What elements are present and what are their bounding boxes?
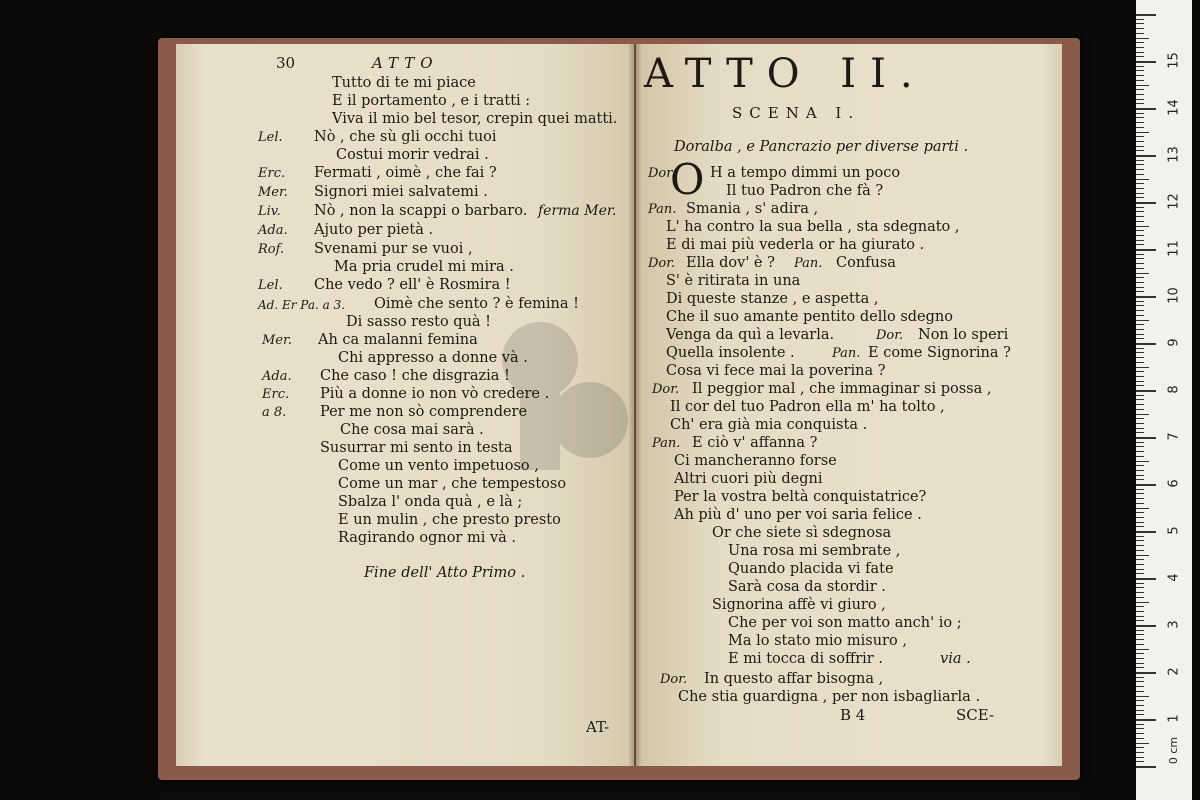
verse-line: Come un vento impetuoso , bbox=[338, 458, 539, 474]
left-page bbox=[176, 44, 634, 766]
verse-line: Or che siete sì sdegnosa bbox=[712, 525, 892, 541]
ruler-number: 14 bbox=[1166, 99, 1182, 116]
verse-line: Che il suo amante pentito dello sdegno bbox=[666, 309, 953, 325]
ruler-number: 5 bbox=[1166, 526, 1182, 535]
ruler-tick bbox=[1136, 728, 1144, 729]
ruler-tick bbox=[1136, 305, 1144, 306]
ruler-tick bbox=[1136, 99, 1144, 100]
ruler-number: 4 bbox=[1166, 573, 1182, 582]
signature-mark: B 4 bbox=[840, 706, 866, 724]
ruler-tick bbox=[1136, 240, 1144, 241]
verse-line: Chi appresso a donne và . bbox=[338, 350, 528, 366]
speaker-label: Lel. bbox=[258, 278, 283, 293]
ruler-tick bbox=[1136, 606, 1144, 607]
ruler-tick bbox=[1136, 362, 1144, 363]
verse-line: E un mulin , che presto presto bbox=[338, 512, 561, 528]
ruler-tick bbox=[1136, 258, 1144, 259]
ruler-tick bbox=[1136, 743, 1149, 744]
ruler-tick bbox=[1136, 691, 1144, 692]
ruler-tick bbox=[1136, 470, 1144, 471]
ruler-tick bbox=[1136, 479, 1144, 480]
verse-line: Per me non sò comprendere bbox=[320, 404, 528, 420]
verse-line: Sbalza l' onda quà , e là ; bbox=[338, 494, 523, 510]
ruler-tick bbox=[1136, 653, 1144, 654]
ruler-tick bbox=[1136, 89, 1144, 90]
ruler-tick bbox=[1136, 146, 1144, 147]
verse-line: Ajuto per pietà . bbox=[314, 222, 434, 238]
ruler-tick bbox=[1136, 122, 1144, 123]
ruler-tick bbox=[1136, 80, 1144, 81]
ruler-tick bbox=[1136, 550, 1144, 551]
ruler-tick bbox=[1136, 277, 1144, 278]
speaker-label: Ada. bbox=[262, 369, 292, 384]
ruler-tick bbox=[1136, 681, 1144, 682]
ruler-tick bbox=[1136, 658, 1144, 659]
ruler-tick bbox=[1136, 432, 1144, 433]
ruler-tick bbox=[1136, 446, 1144, 447]
ruler-tick bbox=[1136, 207, 1144, 208]
ruler-tick bbox=[1136, 724, 1144, 725]
verse-line: Cosa vi fece mai la poverina ? bbox=[666, 363, 886, 379]
speaker-label: Pan. bbox=[794, 256, 823, 271]
ruler-number: 13 bbox=[1166, 146, 1182, 163]
ruler-tick bbox=[1136, 169, 1144, 170]
speaker-label: Erc. bbox=[258, 166, 286, 181]
verse-line: Ragirando ognor mi và . bbox=[338, 530, 517, 546]
ruler-tick bbox=[1136, 244, 1144, 245]
ruler-tick bbox=[1136, 367, 1149, 368]
ruler-tick bbox=[1136, 686, 1144, 687]
ruler-tick bbox=[1136, 747, 1144, 748]
page-number: 30 bbox=[276, 54, 296, 72]
speaker-label: Lel. bbox=[258, 130, 283, 145]
ruler-number: 12 bbox=[1166, 193, 1182, 210]
ruler-tick bbox=[1136, 52, 1144, 53]
ruler-tick bbox=[1136, 127, 1144, 128]
ruler-tick bbox=[1136, 47, 1144, 48]
speaker-label: Ad. Er Pa. a 3. bbox=[258, 298, 346, 312]
verse-line: Signori miei salvatemi . bbox=[314, 184, 488, 200]
stage-direction: via . bbox=[940, 651, 971, 667]
ruler-tick bbox=[1136, 583, 1144, 584]
verse-line: Ella dov' è ? bbox=[686, 255, 775, 271]
ruler-tick bbox=[1136, 164, 1144, 165]
verse-line: Ah più d' uno per voi saria felice . bbox=[674, 507, 922, 523]
ruler-tick bbox=[1136, 587, 1144, 588]
ruler-number: 9 bbox=[1166, 338, 1182, 347]
ruler-tick bbox=[1136, 287, 1144, 288]
ruler-tick bbox=[1136, 155, 1156, 157]
ruler-tick bbox=[1136, 451, 1144, 452]
ruler-tick bbox=[1136, 348, 1144, 349]
verse-line: Di queste stanze , e aspetta , bbox=[666, 291, 879, 307]
ruler-tick bbox=[1136, 404, 1144, 405]
verse-line: Nò , che sù gli occhi tuoi bbox=[314, 129, 497, 145]
ruler-tick bbox=[1136, 141, 1144, 142]
verse-line: Ma pria crudel mi mira . bbox=[334, 259, 514, 275]
verse-line: E come Signorina ? bbox=[868, 345, 1011, 361]
ruler-tick bbox=[1136, 334, 1144, 335]
ruler-tick bbox=[1136, 602, 1149, 603]
catchword: AT- bbox=[586, 718, 610, 736]
ruler-tick bbox=[1136, 489, 1144, 490]
ruler-tick bbox=[1136, 324, 1144, 325]
speaker-label: Ada. bbox=[258, 223, 288, 238]
ruler-tick bbox=[1136, 33, 1144, 34]
ruler-tick bbox=[1136, 696, 1149, 697]
speaker-label: Dor. bbox=[648, 256, 676, 271]
ruler-number: 3 bbox=[1166, 620, 1182, 629]
verse-line: Susurrar mi sento in testa bbox=[320, 440, 513, 456]
verse-line: Il cor del tuo Padron ella m' ha tolto , bbox=[670, 399, 945, 415]
speaker-label: Dor. bbox=[660, 672, 688, 687]
ruler-tick bbox=[1136, 573, 1144, 574]
ruler-tick bbox=[1136, 555, 1149, 556]
verse-line: E mi tocca di soffrir . bbox=[728, 651, 883, 667]
speaker-label: Mer. bbox=[262, 333, 292, 348]
speaker-label: Pan. bbox=[652, 436, 681, 451]
ruler-tick bbox=[1136, 644, 1144, 645]
ruler-tick bbox=[1136, 174, 1144, 175]
ruler-tick bbox=[1136, 522, 1144, 523]
scene-cast: Doralba , e Pancrazio per diverse parti . bbox=[674, 139, 969, 155]
ruler-tick bbox=[1136, 616, 1144, 617]
ruler-tick bbox=[1136, 399, 1144, 400]
verse-line: Venga da quì a levarla. bbox=[666, 327, 835, 343]
ruler-number: 11 bbox=[1166, 240, 1182, 257]
ruler-tick bbox=[1136, 160, 1144, 161]
ruler-tick bbox=[1136, 630, 1144, 631]
ruler-tick bbox=[1136, 536, 1144, 537]
ruler-tick bbox=[1136, 761, 1144, 762]
ruler-tick bbox=[1136, 70, 1144, 71]
ruler-tick bbox=[1136, 531, 1156, 533]
verse-line: L' ha contro la sua bella , sta sdegnato , bbox=[666, 219, 960, 235]
ruler-tick bbox=[1136, 376, 1144, 377]
verse-line: Più a donne io non vò credere . bbox=[320, 386, 550, 402]
ruler-tick bbox=[1136, 14, 1156, 16]
ruler-tick bbox=[1136, 211, 1144, 212]
verse-line: In questo affar bisogna , bbox=[704, 671, 884, 687]
speaker-label: Mer. bbox=[258, 185, 288, 200]
ruler-tick bbox=[1136, 226, 1149, 227]
ruler-tick bbox=[1136, 766, 1156, 768]
ruler-tick bbox=[1136, 517, 1144, 518]
ruler-tick bbox=[1136, 667, 1144, 668]
ruler-tick bbox=[1136, 193, 1144, 194]
ruler-tick bbox=[1136, 381, 1144, 382]
ruler-tick bbox=[1136, 672, 1156, 674]
ruler-tick bbox=[1136, 700, 1144, 701]
ruler-tick bbox=[1136, 254, 1144, 255]
ruler-tick bbox=[1136, 395, 1144, 396]
ruler-tick bbox=[1136, 385, 1144, 386]
ruler-number: 2 bbox=[1166, 667, 1182, 676]
verse-line: E di mai più vederla or ha giurato . bbox=[666, 237, 925, 253]
measurement-ruler bbox=[1136, 0, 1192, 800]
verse-line: Signorina affè vi giuro , bbox=[712, 597, 886, 613]
verse-line: Che vedo ? ell' è Rosmira ! bbox=[314, 277, 511, 293]
ruler-tick bbox=[1136, 559, 1144, 560]
speaker-label: a 8. bbox=[262, 405, 287, 420]
ruler-tick bbox=[1136, 320, 1149, 321]
verse-line: Quando placida vi fate bbox=[728, 561, 894, 577]
ruler-tick bbox=[1136, 263, 1144, 264]
verse-line: E il portamento , e i tratti : bbox=[332, 93, 531, 109]
ruler-tick bbox=[1136, 94, 1144, 95]
verse-line: E ciò v' affanna ? bbox=[692, 435, 818, 451]
ruler-tick bbox=[1136, 103, 1144, 104]
verse-line: Che stia guardigna , per non isbagliarla . bbox=[678, 689, 981, 705]
speaker-label: Pan. bbox=[832, 346, 861, 361]
ruler-unit-label: 0 cm bbox=[1167, 736, 1181, 765]
ruler-tick bbox=[1136, 634, 1144, 635]
ruler-tick bbox=[1136, 418, 1144, 419]
ruler-number: 8 bbox=[1166, 385, 1182, 394]
ruler-tick bbox=[1136, 503, 1144, 504]
ruler-tick bbox=[1136, 38, 1149, 39]
verse-line: Che per voi son matto anch' io ; bbox=[728, 615, 962, 631]
verse-line: Il tuo Padron che fà ? bbox=[726, 183, 884, 199]
ruler-tick bbox=[1136, 202, 1156, 204]
ruler-tick bbox=[1136, 75, 1144, 76]
ruler-tick bbox=[1136, 357, 1144, 358]
ruler-tick bbox=[1136, 315, 1144, 316]
verse-line: Viva il mio bel tesor, crepin quei matti. bbox=[332, 111, 618, 127]
speaker-label: Dor. bbox=[876, 328, 904, 343]
verse-line: Che cosa mai sarà . bbox=[340, 422, 484, 438]
verse-line: Tutto di te mi piace bbox=[332, 75, 476, 91]
ruler-tick bbox=[1136, 710, 1144, 711]
ruler-tick bbox=[1136, 197, 1144, 198]
end-of-act: Fine dell' Atto Primo . bbox=[364, 565, 526, 581]
ruler-tick bbox=[1136, 28, 1144, 29]
verse-line: Fermati , oimè , che fai ? bbox=[314, 165, 497, 181]
verse-line: Di sasso resto quà ! bbox=[346, 314, 491, 330]
ruler-tick bbox=[1136, 465, 1144, 466]
ruler-tick bbox=[1136, 540, 1144, 541]
ruler-tick bbox=[1136, 512, 1144, 513]
ruler-tick bbox=[1136, 371, 1144, 372]
verse-line: Quella insolente . bbox=[666, 345, 795, 361]
stage-direction: ferma Mer. bbox=[538, 203, 617, 219]
ruler-tick bbox=[1136, 493, 1144, 494]
act-title: ATTO II. bbox=[644, 51, 927, 97]
ruler-tick bbox=[1136, 108, 1156, 110]
verse-line: Costui morir vedrai . bbox=[336, 147, 489, 163]
ruler-tick bbox=[1136, 216, 1144, 217]
ruler-tick bbox=[1136, 296, 1156, 298]
verse-line: H a tempo dimmi un poco bbox=[710, 165, 901, 181]
speaker-label: Liv. bbox=[258, 204, 281, 219]
ruler-tick bbox=[1136, 611, 1144, 612]
ruler-tick bbox=[1136, 569, 1144, 570]
ruler-tick bbox=[1136, 249, 1156, 251]
ruler-tick bbox=[1136, 423, 1144, 424]
ruler-tick bbox=[1136, 117, 1144, 118]
verse-line: Che caso ! che disgrazia ! bbox=[320, 368, 510, 384]
verse-line: Smania , s' adira , bbox=[686, 201, 819, 217]
ruler-tick bbox=[1136, 714, 1144, 715]
speaker-label: Dor. bbox=[652, 382, 680, 397]
speaker-label: Pan. bbox=[648, 202, 677, 217]
ruler-tick bbox=[1136, 705, 1144, 706]
ruler-tick bbox=[1136, 23, 1144, 24]
book-gutter bbox=[628, 44, 642, 766]
verse-line: Svenami pur se vuoi , bbox=[314, 241, 473, 257]
ruler-tick bbox=[1136, 291, 1144, 292]
ruler-tick bbox=[1136, 66, 1144, 67]
ruler-tick bbox=[1136, 757, 1144, 758]
ruler-tick bbox=[1136, 639, 1144, 640]
ruler-tick bbox=[1136, 42, 1144, 43]
ruler-tick bbox=[1136, 733, 1144, 734]
scene-title: SCENA I. bbox=[732, 104, 861, 122]
verse-line: Per la vostra beltà conquistatrice? bbox=[674, 489, 927, 505]
ruler-tick bbox=[1136, 188, 1144, 189]
ruler-tick bbox=[1136, 508, 1149, 509]
right-page bbox=[636, 44, 1062, 766]
ruler-tick bbox=[1136, 498, 1144, 499]
ruler-tick bbox=[1136, 179, 1149, 180]
ruler-tick bbox=[1136, 183, 1144, 184]
ruler-tick bbox=[1136, 428, 1144, 429]
ruler-tick bbox=[1136, 719, 1156, 721]
ruler-tick bbox=[1136, 310, 1144, 311]
speaker-label: Dor. bbox=[648, 166, 676, 181]
ruler-tick bbox=[1136, 442, 1144, 443]
ruler-tick bbox=[1136, 273, 1149, 274]
verse-line: S' è ritirata in una bbox=[666, 273, 801, 289]
verse-line: Ci mancheranno forse bbox=[674, 453, 837, 469]
verse-line: Ah ca malanni femina bbox=[318, 332, 478, 348]
ruler-tick bbox=[1136, 268, 1144, 269]
ruler-tick bbox=[1136, 150, 1144, 151]
ruler-number: 10 bbox=[1166, 287, 1182, 304]
verse-line: Ma lo stato mio misuro , bbox=[728, 633, 907, 649]
ruler-tick bbox=[1136, 597, 1144, 598]
ruler-tick bbox=[1136, 343, 1156, 345]
ruler-tick bbox=[1136, 136, 1144, 137]
verse-line: Non lo speri bbox=[918, 327, 1009, 343]
ruler-tick bbox=[1136, 461, 1149, 462]
ruler-tick bbox=[1136, 61, 1156, 63]
verse-line: Altri cuori più degni bbox=[674, 471, 823, 487]
ruler-tick bbox=[1136, 677, 1144, 678]
ruler-tick bbox=[1136, 409, 1144, 410]
ruler-tick bbox=[1136, 592, 1144, 593]
ruler-tick bbox=[1136, 526, 1144, 527]
verse-line: Confusa bbox=[836, 255, 896, 271]
ruler-tick bbox=[1136, 564, 1144, 565]
ruler-tick bbox=[1136, 484, 1156, 486]
running-head: ATTO bbox=[372, 54, 439, 72]
ruler-tick bbox=[1136, 437, 1156, 439]
ruler-tick bbox=[1136, 85, 1149, 86]
verse-line: Ch' era già mia conquista . bbox=[670, 417, 868, 433]
verse-line: Come un mar , che tempestoso bbox=[338, 476, 567, 492]
ruler-tick bbox=[1136, 649, 1149, 650]
ruler-tick bbox=[1136, 578, 1156, 580]
ruler-number: 7 bbox=[1166, 432, 1182, 441]
ruler-tick bbox=[1136, 738, 1144, 739]
verse-line: Nò , non la scappi o barbaro. bbox=[314, 203, 528, 219]
ruler-number: 6 bbox=[1166, 479, 1182, 488]
ruler-tick bbox=[1136, 230, 1144, 231]
ruler-tick bbox=[1136, 752, 1144, 753]
ruler-tick bbox=[1136, 56, 1144, 57]
ruler-tick bbox=[1136, 475, 1144, 476]
ruler-tick bbox=[1136, 113, 1144, 114]
speaker-label: Erc. bbox=[262, 387, 290, 402]
ruler-tick bbox=[1136, 625, 1156, 627]
ruler-tick bbox=[1136, 390, 1156, 392]
ruler-number: 15 bbox=[1166, 52, 1182, 69]
ruler-tick bbox=[1136, 414, 1149, 415]
ruler-tick bbox=[1136, 545, 1144, 546]
verse-line: Oimè che sento ? è femina ! bbox=[374, 296, 579, 312]
ruler-tick bbox=[1136, 221, 1144, 222]
ruler-tick bbox=[1136, 282, 1144, 283]
ruler-tick bbox=[1136, 329, 1144, 330]
ruler-tick bbox=[1136, 132, 1149, 133]
ruler-tick bbox=[1136, 19, 1144, 20]
ruler-tick bbox=[1136, 338, 1144, 339]
catchword: SCE- bbox=[956, 706, 995, 724]
speaker-label: Rof. bbox=[258, 242, 285, 257]
ruler-tick bbox=[1136, 352, 1144, 353]
ruler-number: 1 bbox=[1166, 714, 1182, 723]
ruler-tick bbox=[1136, 301, 1144, 302]
verse-line: Il peggior mal , che immaginar si possa , bbox=[692, 381, 992, 397]
ruler-tick bbox=[1136, 235, 1144, 236]
ruler-tick bbox=[1136, 456, 1144, 457]
verse-line: Una rosa mi sembrate , bbox=[728, 543, 901, 559]
ruler-tick bbox=[1136, 663, 1144, 664]
drop-cap: O bbox=[670, 155, 705, 204]
verse-line: Sarà cosa da stordir . bbox=[728, 579, 886, 595]
ruler-tick bbox=[1136, 620, 1144, 621]
